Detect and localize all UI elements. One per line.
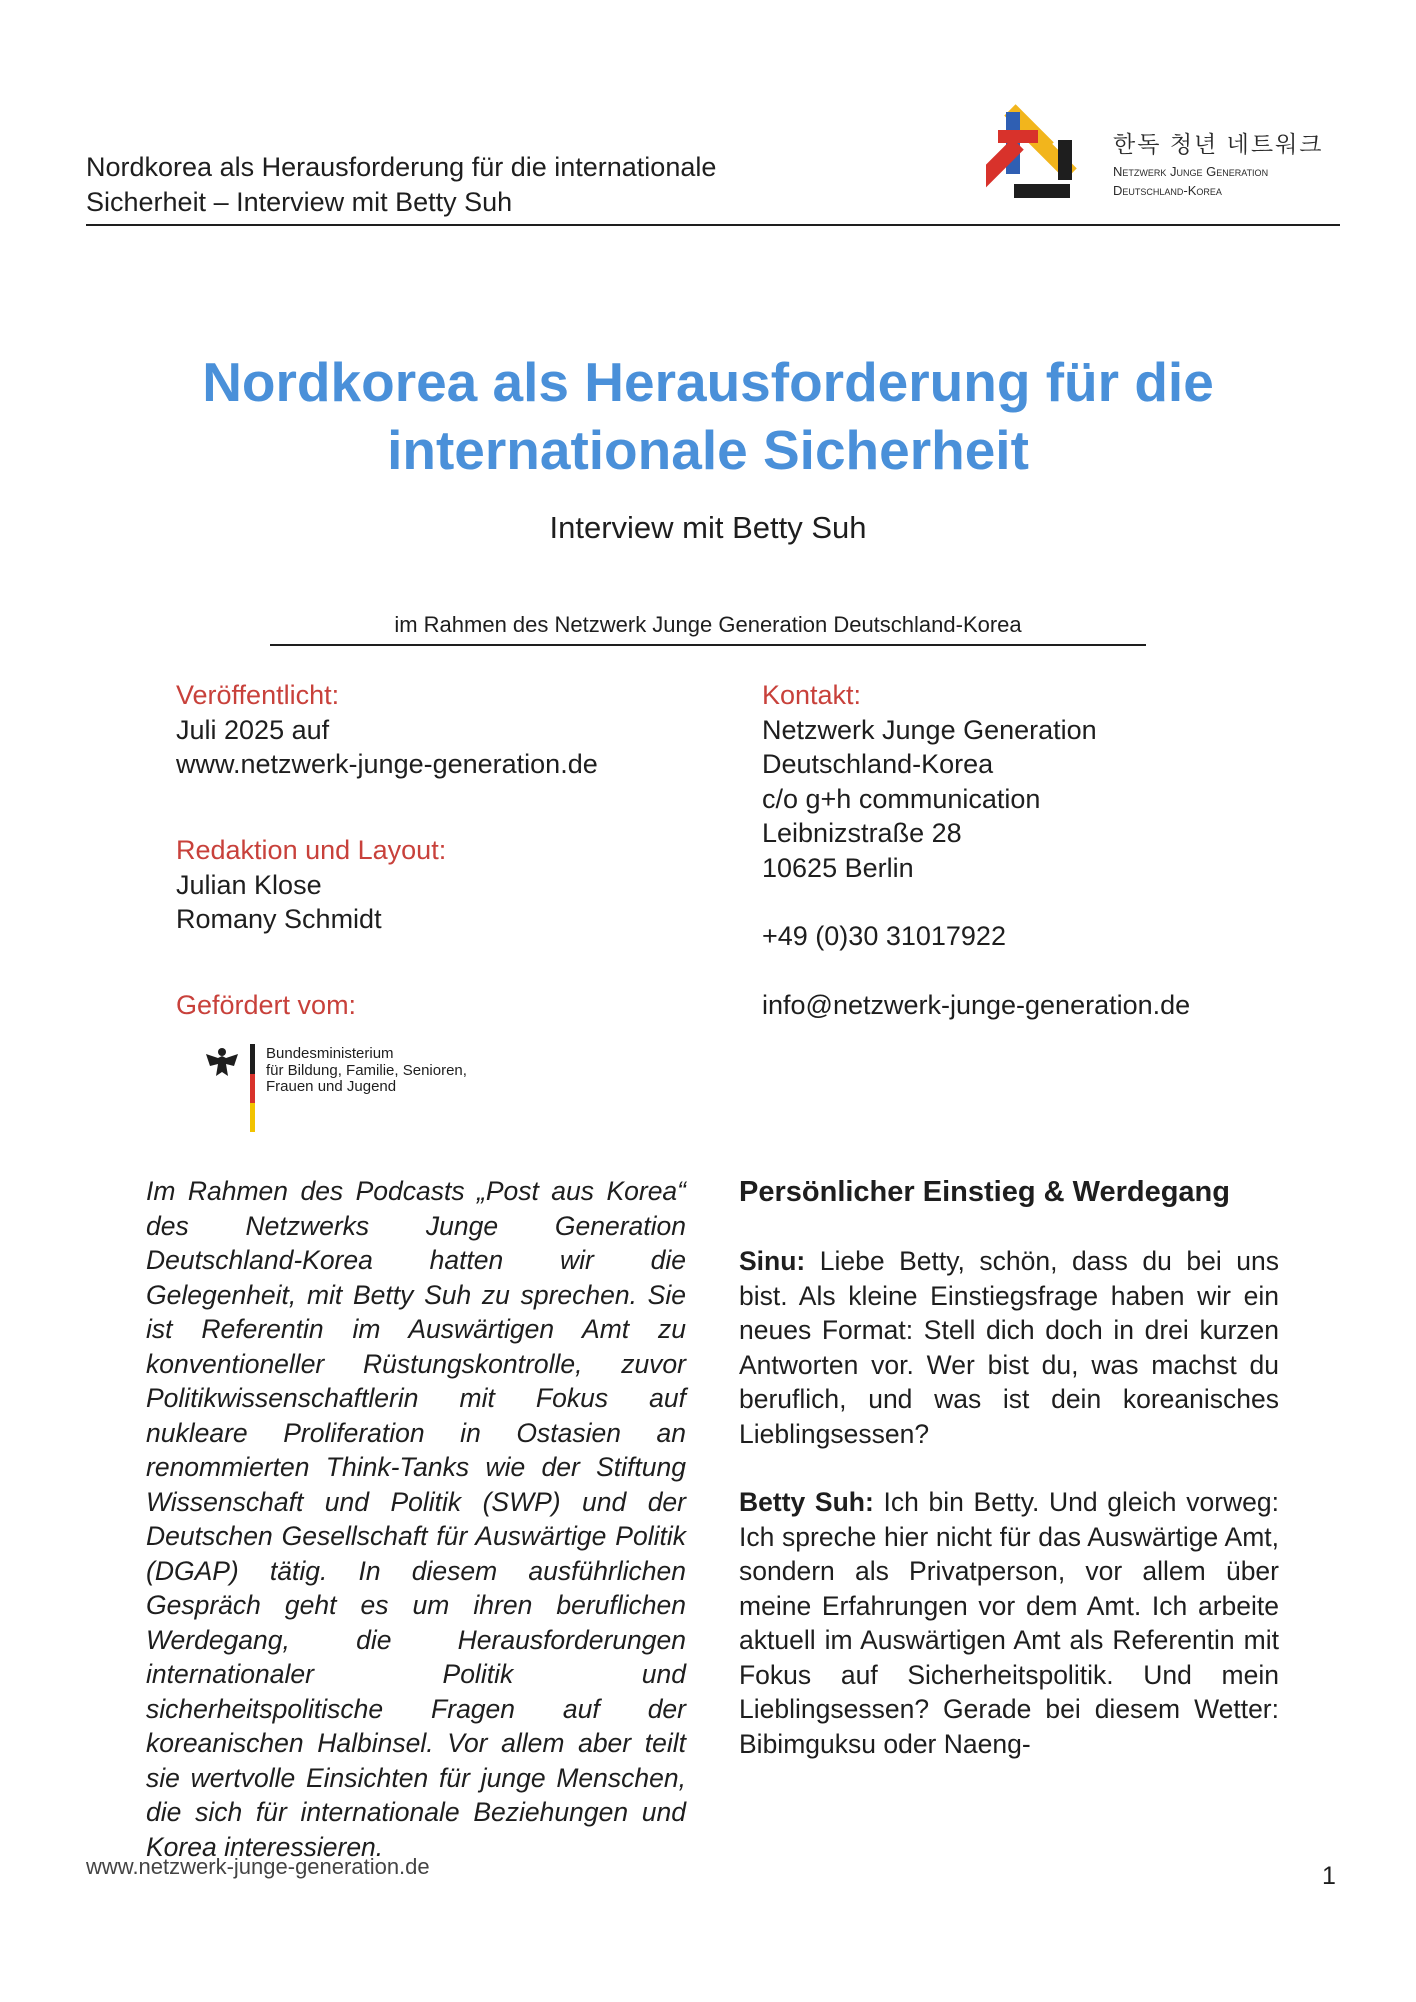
interview-column — [739, 1174, 1279, 1795]
editor-name: Romany Schmidt — [176, 904, 382, 934]
intro-paragraph: Im Rahmen des Podcasts „Post aus Korea“ des Netzwerks Junge Generation Deutschland-Korea hatten wir die Gelegenheit, mit Betty Suh zu sprechen. Sie ist Referentin im Auswärtigen Amt zu konventioneller Rüstungskontrolle, zuvor Politikwissenschaftlerin mit Fokus auf nukleare Proliferation in Ostasien an renommierten Think-Tanks wie der Stiftung Wissenschaft und Politik (SWP) und der Deutschen Gesellschaft für Auswärtige Politik (DGAP) tätig. In diesem ausführlichen Gespräch geht es um ihren beruflichen Werdegang, die Herausforderungen internationaler Politik und sicherheitspolitische Fragen auf der koreanischen Halbinsel. Vor allem aber teilt sie wertvolle Einsichten für junge Menschen, die sich für internationale Beziehungen und Korea interessieren. — [146, 1176, 686, 1862]
footer-url: www.netzwerk-junge-generation.de — [86, 1854, 430, 1879]
federal-eagle-icon — [204, 1046, 240, 1080]
ministry-line3: Frauen und Jugend — [266, 1078, 397, 1095]
published-line: Juli 2025 auf — [176, 714, 330, 745]
speaker-name: Sinu: — [739, 1246, 806, 1276]
funded-label: Gefördert vom: — [176, 990, 357, 1020]
published-label: Veröffentlicht: — [176, 680, 340, 710]
contact-line: Leibnizstraße 28 — [762, 818, 962, 848]
published-url: www.netzwerk-junge-generation.de — [176, 749, 598, 779]
logo-org-line1: Netzwerk Junge Generation — [1113, 164, 1269, 179]
contact-line: c/o g+h communication — [762, 783, 1041, 814]
frame-statement: im Rahmen des Netzwerk Junge Generation Deutschland-Korea — [394, 612, 1022, 637]
contact-line: Deutschland-Korea — [762, 749, 994, 779]
contact-email: info@netzwerk-junge-generation.de — [762, 990, 1191, 1020]
editorial-label: Redaktion und Layout: — [176, 835, 447, 865]
contact-block — [762, 678, 1097, 885]
question-paragraph — [739, 1244, 1279, 1451]
running-header-line2: Sicherheit – Interview mit Betty Suh — [86, 187, 513, 217]
page-number: 1 — [1322, 1862, 1336, 1890]
funded-block — [176, 988, 356, 1023]
document-title — [108, 348, 1308, 484]
ministry-line2: für Bildung, Familie, Senioren, — [266, 1061, 467, 1079]
ministry-name — [266, 1046, 467, 1096]
flag-bar-black — [250, 1044, 255, 1074]
header-divider — [86, 224, 1340, 226]
question-text: Liebe Betty, schön, dass du bei uns bist. Als kleine Einstiegsfrage haben wir ein neues Format: Stell dich doch in drei kurzen Antworten vor. Wer bist du, was machst du beruflich, und was ist dein koreanisches Lieblingsessen? — [739, 1246, 1279, 1449]
logo-org-line2: Deutschland-Korea — [1113, 183, 1222, 198]
ministry-line1: Bundesministerium — [266, 1045, 394, 1062]
logo-mark-icon — [986, 100, 1096, 210]
contact-label: Kontakt: — [762, 680, 862, 710]
running-header — [86, 150, 716, 220]
section-heading: Persönlicher Einstieg & Werdegang — [739, 1176, 1230, 1208]
running-header-line1: Nordkorea als Herausforderung für die internationale — [86, 152, 717, 182]
contact-phone: +49 (0)30 31017922 — [762, 921, 1006, 951]
answer-text: Ich bin Betty. Und gleich vorweg: Ich spreche hier nicht für das Auswärtige Amt, sondern als Privatperson, vor allem über meine Erfahrungen vor dem Amt. Ich arbeite aktuell im Auswärtigen Amt als Referentin mit Fokus auf Sicherheitspolitik. Und mein Lieblingsessen? Gerade bei diesem Wetter: Bibimguksu oder Naeng- — [739, 1487, 1280, 1759]
speaker-name: Betty Suh: — [739, 1487, 874, 1517]
document-title-line2: internationale Sicherheit — [387, 419, 1029, 481]
logo-org-name — [1113, 162, 1268, 200]
contact-line: 10625 Berlin — [762, 852, 914, 883]
document-subtitle: Interview mit Betty Suh — [549, 510, 867, 545]
logo-korean-text: 한독 청년 네트워크 — [1113, 131, 1324, 157]
editor-name: Julian Klose — [176, 869, 322, 900]
published-block — [176, 678, 598, 782]
frame-divider — [270, 644, 1146, 646]
flag-bar-gold — [250, 1103, 255, 1132]
contact-line: Netzwerk Junge Generation — [762, 714, 1097, 745]
document-title-line1: Nordkorea als Herausforderung für die — [202, 351, 1214, 413]
editorial-block — [176, 833, 446, 937]
answer-paragraph — [739, 1485, 1279, 1761]
flag-bar-red — [250, 1074, 255, 1103]
